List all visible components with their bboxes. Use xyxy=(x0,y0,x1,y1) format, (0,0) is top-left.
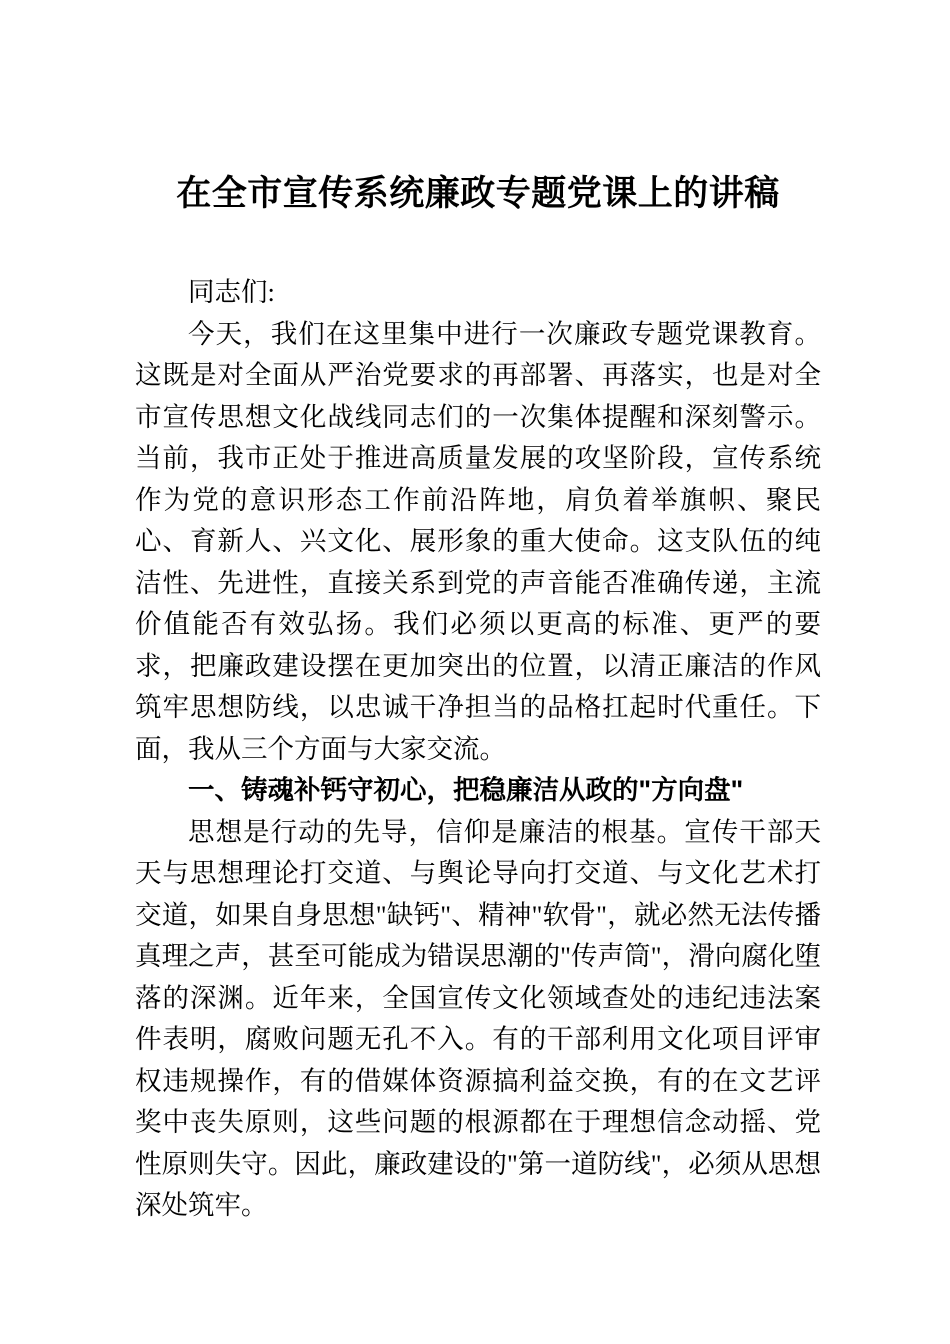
page-title: 在全市宣传系统廉政专题党课上的讲稿 xyxy=(176,174,780,213)
paragraph-section-one-body: 思想是行动的先导，信仰是廉洁的根基。宣传干部天天与思想理论打交道、与舆论导向打交道、与文化艺术打交道，如果自身思想"缺钙"、精神"软骨"，就必然无法传播真理之声，甚至可能成为错误思潮的"传声筒"，滑向腐化堕落的深渊。近年来，全国宣传文化领域查处的违纪违法案件表明，腐败问题无孔不入。有的干部利用文化项目评审权违规操作，有的借媒体资源搞利益交换，有的在文艺评奖中丧失原则，这些问题的根源都在于理想信念动摇、党性原则失守。因此，廉政建设的"第一道防线"，必须从思想深处筑牢。 xyxy=(135,816,821,1220)
section-heading-one: 一、铸魂补钙守初心，把稳廉洁从政的"方向盘" xyxy=(188,775,744,805)
document-content xyxy=(135,0,821,1227)
paragraph-opening: 今天，我们在这里集中进行一次廉政专题党课教育。这既是对全面从严治党要求的再部署、再落实，也是对全市宣传思想文化战线同志们的一次集体提醒和深刻警示。当前，我市正处于推进高质量发展的攻坚阶段，宣传系统作为党的意识形态工作前沿阵地，肩负着举旗帜、聚民心、育新人、兴文化、展形象的重大使命。这支队伍的纯洁性、先进性，直接关系到党的声音能否准确传递，主流价值能否有效弘扬。我们必须以更高的标准、更严的要求，把廉政建设摆在更加突出的位置，以清正廉洁的作风筑牢思想防线，以忠诚干净担当的品格扛起时代重任。下面，我从三个方面与大家交流。 xyxy=(135,318,821,764)
salutation: 同志们: xyxy=(188,277,275,307)
